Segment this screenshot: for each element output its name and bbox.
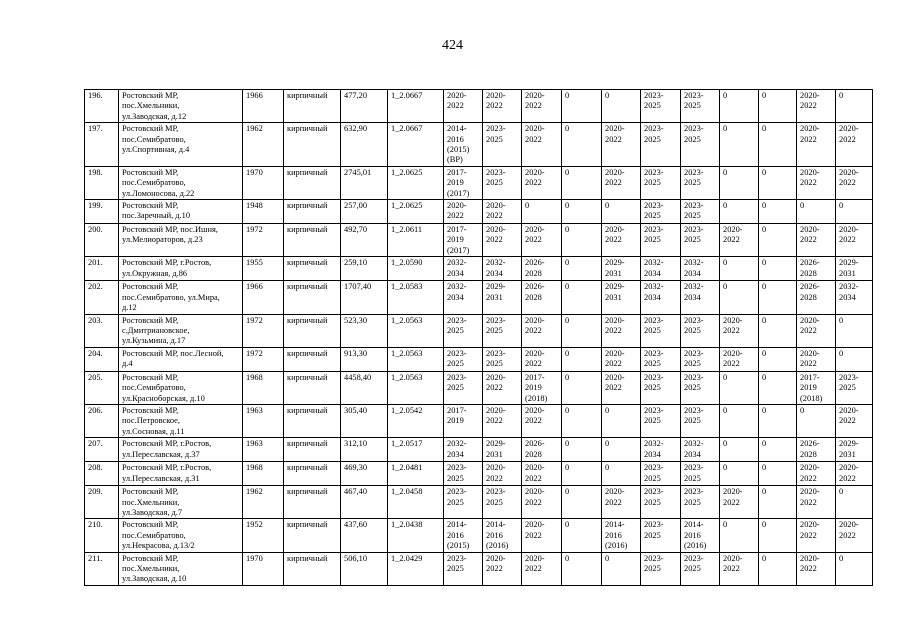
cell-rating-code: 1_2.0667 <box>388 123 444 167</box>
cell-period-2: 2020- 2022 <box>483 404 522 437</box>
cell-period-6: 2023- 2025 <box>641 123 681 167</box>
cell-period-7: 2023- 2025 <box>681 462 720 486</box>
cell-period-5: 2020- 2022 <box>602 314 641 347</box>
cell-period-8: 2020- 2022 <box>720 314 759 347</box>
cell-period-4: 0 <box>562 314 602 347</box>
cell-row-number: 206. <box>85 404 119 437</box>
cell-rating-code: 1_2.0590 <box>388 257 444 281</box>
cell-period-10: 2020- 2022 <box>797 314 836 347</box>
cell-wall-material: кирпичный <box>284 224 341 257</box>
cell-period-8: 0 <box>720 200 759 224</box>
cell-period-6: 2023- 2025 <box>641 552 681 585</box>
cell-period-4: 0 <box>562 552 602 585</box>
cell-period-3: 2020- 2022 <box>522 224 562 257</box>
cell-period-9: 0 <box>759 281 797 314</box>
cell-build-year: 1972 <box>243 347 284 371</box>
cell-row-number: 209. <box>85 486 119 519</box>
cell-period-5: 0 <box>602 90 641 123</box>
cell-area: 2745,01 <box>341 166 388 199</box>
cell-address: Ростовский МР, с.Дмитриановское, ул.Кузьмина, д.17 <box>119 314 243 347</box>
cell-row-number: 198. <box>85 166 119 199</box>
cell-period-2: 2023- 2025 <box>483 486 522 519</box>
cell-period-7: 2023- 2025 <box>681 200 720 224</box>
cell-period-5: 0 <box>602 438 641 462</box>
cell-period-5: 2029- 2031 <box>602 281 641 314</box>
cell-build-year: 1966 <box>243 281 284 314</box>
cell-period-11: 2029- 2031 <box>836 438 873 462</box>
cell-period-9: 0 <box>759 347 797 371</box>
cell-rating-code: 1_2.0563 <box>388 371 444 404</box>
cell-build-year: 1970 <box>243 166 284 199</box>
cell-period-4: 0 <box>562 257 602 281</box>
cell-period-4: 0 <box>562 90 602 123</box>
cell-address: Ростовский МР, пос.Хмельники, ул.Заводская, д.10 <box>119 552 243 585</box>
cell-rating-code: 1_2.0563 <box>388 347 444 371</box>
cell-period-7: 2023- 2025 <box>681 123 720 167</box>
cell-period-9: 0 <box>759 438 797 462</box>
cell-period-6: 2023- 2025 <box>641 200 681 224</box>
cell-row-number: 205. <box>85 371 119 404</box>
cell-period-2: 2023- 2025 <box>483 347 522 371</box>
cell-period-8: 0 <box>720 371 759 404</box>
cell-period-9: 0 <box>759 486 797 519</box>
cell-period-11: 0 <box>836 314 873 347</box>
cell-period-6: 2032- 2034 <box>641 281 681 314</box>
cell-period-5: 0 <box>602 404 641 437</box>
cell-period-9: 0 <box>759 166 797 199</box>
cell-address: Ростовский МР, пос.Семибратово, ул.Ломоносова, д.22 <box>119 166 243 199</box>
cell-period-10: 2020- 2022 <box>797 224 836 257</box>
cell-period-4: 0 <box>562 438 602 462</box>
cell-row-number: 199. <box>85 200 119 224</box>
cell-period-8: 0 <box>720 404 759 437</box>
cell-period-11: 0 <box>836 200 873 224</box>
cell-period-1: 2032- 2034 <box>444 257 483 281</box>
cell-rating-code: 1_2.0438 <box>388 519 444 552</box>
cell-wall-material: кирпичный <box>284 200 341 224</box>
cell-period-9: 0 <box>759 404 797 437</box>
cell-period-9: 0 <box>759 257 797 281</box>
cell-period-2: 2023- 2025 <box>483 123 522 167</box>
cell-period-9: 0 <box>759 519 797 552</box>
cell-period-2: 2023- 2025 <box>483 166 522 199</box>
cell-period-8: 0 <box>720 257 759 281</box>
cell-period-1: 2023- 2025 <box>444 552 483 585</box>
cell-period-1: 2017- 2019 (2017) <box>444 224 483 257</box>
cell-period-10: 2017- 2019 (2018) <box>797 371 836 404</box>
cell-period-3: 2020- 2022 <box>522 314 562 347</box>
cell-wall-material: кирпичный <box>284 281 341 314</box>
cell-area: 469,30 <box>341 462 388 486</box>
cell-period-1: 2020- 2022 <box>444 90 483 123</box>
cell-period-2: 2020- 2022 <box>483 462 522 486</box>
cell-period-9: 0 <box>759 90 797 123</box>
cell-address: Ростовский МР, пос.Семибратово, ул.Красноборская, д.10 <box>119 371 243 404</box>
cell-address: Ростовский МР, г.Ростов, ул.Окружная, д.86 <box>119 257 243 281</box>
cell-row-number: 200. <box>85 224 119 257</box>
cell-rating-code: 1_2.0611 <box>388 224 444 257</box>
cell-period-7: 2014- 2016 (2016) <box>681 519 720 552</box>
cell-wall-material: кирпичный <box>284 123 341 167</box>
cell-address: Ростовский МР, пос.Хмельники, ул.Заводская, д.7 <box>119 486 243 519</box>
cell-period-2: 2023- 2025 <box>483 314 522 347</box>
cell-period-10: 2020- 2022 <box>797 347 836 371</box>
cell-period-1: 2023- 2025 <box>444 462 483 486</box>
cell-row-number: 202. <box>85 281 119 314</box>
cell-period-7: 2023- 2025 <box>681 166 720 199</box>
cell-period-6: 2023- 2025 <box>641 404 681 437</box>
cell-period-7: 2032- 2034 <box>681 438 720 462</box>
cell-period-3: 2020- 2022 <box>522 347 562 371</box>
cell-area: 632,90 <box>341 123 388 167</box>
cell-row-number: 204. <box>85 347 119 371</box>
cell-period-1: 2020- 2022 <box>444 200 483 224</box>
cell-period-11: 0 <box>836 552 873 585</box>
cell-wall-material: кирпичный <box>284 314 341 347</box>
cell-period-6: 2023- 2025 <box>641 486 681 519</box>
table-row <box>85 90 873 123</box>
cell-area: 437,60 <box>341 519 388 552</box>
cell-period-5: 2020- 2022 <box>602 123 641 167</box>
cell-period-2: 2020- 2022 <box>483 200 522 224</box>
cell-period-9: 0 <box>759 123 797 167</box>
cell-build-year: 1963 <box>243 438 284 462</box>
cell-period-6: 2023- 2025 <box>641 314 681 347</box>
cell-rating-code: 1_2.0667 <box>388 90 444 123</box>
cell-period-2: 2020- 2022 <box>483 371 522 404</box>
cell-address: Ростовский МР, пос.Петровское, ул.Сосновая, д.11 <box>119 404 243 437</box>
cell-period-2: 2032- 2034 <box>483 257 522 281</box>
cell-rating-code: 1_2.0481 <box>388 462 444 486</box>
cell-period-7: 2023- 2025 <box>681 371 720 404</box>
cell-build-year: 1968 <box>243 371 284 404</box>
cell-period-5: 0 <box>602 200 641 224</box>
cell-period-3: 0 <box>522 200 562 224</box>
cell-area: 4458,40 <box>341 371 388 404</box>
cell-period-5: 0 <box>602 462 641 486</box>
cell-build-year: 1972 <box>243 314 284 347</box>
table-row <box>85 224 873 257</box>
table-row <box>85 257 873 281</box>
cell-wall-material: кирпичный <box>284 519 341 552</box>
cell-period-11: 0 <box>836 486 873 519</box>
cell-build-year: 1970 <box>243 552 284 585</box>
cell-build-year: 1962 <box>243 486 284 519</box>
cell-period-5: 2020- 2022 <box>602 166 641 199</box>
cell-period-10: 2020- 2022 <box>797 90 836 123</box>
cell-area: 312,10 <box>341 438 388 462</box>
cell-row-number: 196. <box>85 90 119 123</box>
cell-period-8: 2020- 2022 <box>720 552 759 585</box>
table-row <box>85 314 873 347</box>
cell-period-3: 2020- 2022 <box>522 123 562 167</box>
table-row <box>85 123 873 167</box>
cell-period-10: 2026- 2028 <box>797 281 836 314</box>
cell-period-10: 0 <box>797 200 836 224</box>
cell-period-9: 0 <box>759 552 797 585</box>
cell-period-3: 2020- 2022 <box>522 519 562 552</box>
cell-period-10: 2020- 2022 <box>797 123 836 167</box>
cell-period-4: 0 <box>562 347 602 371</box>
cell-period-10: 2020- 2022 <box>797 486 836 519</box>
cell-build-year: 1952 <box>243 519 284 552</box>
cell-period-4: 0 <box>562 123 602 167</box>
housing-repair-table <box>84 89 873 586</box>
cell-period-3: 2026- 2028 <box>522 281 562 314</box>
cell-rating-code: 1_2.0517 <box>388 438 444 462</box>
cell-period-1: 2023- 2025 <box>444 314 483 347</box>
cell-period-5: 2029- 2031 <box>602 257 641 281</box>
cell-period-1: 2014- 2016 (2015) <box>444 519 483 552</box>
cell-period-11: 2020- 2022 <box>836 224 873 257</box>
table-row <box>85 347 873 371</box>
cell-period-6: 2023- 2025 <box>641 224 681 257</box>
table-row <box>85 404 873 437</box>
cell-period-5: 2020- 2022 <box>602 224 641 257</box>
cell-address: Ростовский МР, пос.Хмельники, ул.Заводская, д.12 <box>119 90 243 123</box>
cell-rating-code: 1_2.0625 <box>388 200 444 224</box>
table-row <box>85 438 873 462</box>
cell-address: Ростовский МР, пос.Семибратово, ул.Спортивная, д.4 <box>119 123 243 167</box>
table-body <box>85 90 873 586</box>
cell-period-11: 2020- 2022 <box>836 519 873 552</box>
cell-wall-material: кирпичный <box>284 438 341 462</box>
cell-period-7: 2032- 2034 <box>681 281 720 314</box>
cell-period-6: 2023- 2025 <box>641 519 681 552</box>
cell-area: 259,10 <box>341 257 388 281</box>
cell-period-2: 2014- 2016 (2016) <box>483 519 522 552</box>
cell-period-2: 2020- 2022 <box>483 90 522 123</box>
cell-area: 523,30 <box>341 314 388 347</box>
cell-wall-material: кирпичный <box>284 486 341 519</box>
cell-period-9: 0 <box>759 224 797 257</box>
cell-period-2: 2029- 2031 <box>483 438 522 462</box>
cell-wall-material: кирпичный <box>284 404 341 437</box>
cell-row-number: 211. <box>85 552 119 585</box>
cell-period-11: 0 <box>836 347 873 371</box>
cell-period-8: 2020- 2022 <box>720 347 759 371</box>
cell-period-11: 2020- 2022 <box>836 123 873 167</box>
cell-rating-code: 1_2.0458 <box>388 486 444 519</box>
cell-period-10: 2020- 2022 <box>797 462 836 486</box>
cell-area: 506,10 <box>341 552 388 585</box>
cell-period-7: 2023- 2025 <box>681 224 720 257</box>
cell-period-6: 2023- 2025 <box>641 90 681 123</box>
cell-period-1: 2023- 2025 <box>444 371 483 404</box>
cell-period-4: 0 <box>562 371 602 404</box>
cell-address: Ростовский МР, пос.Заречный, д.10 <box>119 200 243 224</box>
cell-period-7: 2023- 2025 <box>681 90 720 123</box>
cell-period-4: 0 <box>562 462 602 486</box>
table-row <box>85 166 873 199</box>
table-row <box>85 281 873 314</box>
cell-wall-material: кирпичный <box>284 552 341 585</box>
cell-period-8: 0 <box>720 90 759 123</box>
cell-period-1: 2032- 2034 <box>444 281 483 314</box>
cell-row-number: 210. <box>85 519 119 552</box>
cell-period-3: 2020- 2022 <box>522 166 562 199</box>
cell-wall-material: кирпичный <box>284 371 341 404</box>
cell-wall-material: кирпичный <box>284 347 341 371</box>
cell-period-10: 2026- 2028 <box>797 438 836 462</box>
table-row <box>85 519 873 552</box>
cell-wall-material: кирпичный <box>284 90 341 123</box>
cell-period-3: 2020- 2022 <box>522 90 562 123</box>
cell-period-8: 0 <box>720 166 759 199</box>
cell-period-6: 2032- 2034 <box>641 438 681 462</box>
cell-period-5: 2020- 2022 <box>602 371 641 404</box>
cell-build-year: 1955 <box>243 257 284 281</box>
cell-period-7: 2032- 2034 <box>681 257 720 281</box>
cell-period-10: 2020- 2022 <box>797 552 836 585</box>
cell-period-8: 0 <box>720 123 759 167</box>
cell-period-1: 2023- 2025 <box>444 486 483 519</box>
cell-rating-code: 1_2.0542 <box>388 404 444 437</box>
cell-build-year: 1962 <box>243 123 284 167</box>
cell-rating-code: 1_2.0583 <box>388 281 444 314</box>
cell-period-7: 2023- 2025 <box>681 314 720 347</box>
cell-row-number: 197. <box>85 123 119 167</box>
cell-address: Ростовский МР, г.Ростов, ул.Переславская, д.31 <box>119 462 243 486</box>
cell-period-10: 2020- 2022 <box>797 519 836 552</box>
cell-period-3: 2017- 2019 (2018) <box>522 371 562 404</box>
cell-period-9: 0 <box>759 462 797 486</box>
cell-period-11: 0 <box>836 90 873 123</box>
cell-row-number: 203. <box>85 314 119 347</box>
cell-period-3: 2026- 2028 <box>522 257 562 281</box>
cell-period-7: 2023- 2025 <box>681 404 720 437</box>
cell-build-year: 1963 <box>243 404 284 437</box>
cell-period-4: 0 <box>562 224 602 257</box>
cell-period-11: 2023- 2025 <box>836 371 873 404</box>
cell-period-1: 2017- 2019 <box>444 404 483 437</box>
cell-rating-code: 1_2.0429 <box>388 552 444 585</box>
cell-period-8: 2020- 2022 <box>720 224 759 257</box>
cell-build-year: 1966 <box>243 90 284 123</box>
cell-period-3: 2020- 2022 <box>522 404 562 437</box>
cell-period-7: 2023- 2025 <box>681 486 720 519</box>
cell-rating-code: 1_2.0563 <box>388 314 444 347</box>
cell-address: Ростовский МР, г.Ростов, ул.Переславская, д.37 <box>119 438 243 462</box>
cell-area: 492,70 <box>341 224 388 257</box>
cell-period-10: 0 <box>797 404 836 437</box>
cell-period-1: 2014- 2016 (2015) (ВР) <box>444 123 483 167</box>
cell-period-8: 0 <box>720 519 759 552</box>
cell-row-number: 208. <box>85 462 119 486</box>
cell-period-8: 0 <box>720 462 759 486</box>
cell-area: 477,20 <box>341 90 388 123</box>
cell-period-5: 2020- 2022 <box>602 347 641 371</box>
cell-address: Ростовский МР, пос.Ишня, ул.Мелиораторов, д.23 <box>119 224 243 257</box>
cell-period-5: 2014- 2016 (2016) <box>602 519 641 552</box>
cell-period-4: 0 <box>562 519 602 552</box>
cell-period-3: 2020- 2022 <box>522 552 562 585</box>
cell-period-6: 2023- 2025 <box>641 166 681 199</box>
cell-period-11: 2020- 2022 <box>836 462 873 486</box>
cell-period-7: 2023- 2025 <box>681 347 720 371</box>
cell-period-9: 0 <box>759 314 797 347</box>
cell-period-2: 2020- 2022 <box>483 224 522 257</box>
cell-period-10: 2026- 2028 <box>797 257 836 281</box>
cell-period-4: 0 <box>562 281 602 314</box>
cell-period-1: 2032- 2034 <box>444 438 483 462</box>
cell-period-9: 0 <box>759 371 797 404</box>
cell-rating-code: 1_2.0625 <box>388 166 444 199</box>
cell-build-year: 1948 <box>243 200 284 224</box>
cell-period-3: 2020- 2022 <box>522 486 562 519</box>
cell-period-4: 0 <box>562 404 602 437</box>
cell-period-4: 0 <box>562 200 602 224</box>
cell-address: Ростовский МР, пос.Лесной, д.4 <box>119 347 243 371</box>
cell-period-11: 2020- 2022 <box>836 404 873 437</box>
cell-row-number: 201. <box>85 257 119 281</box>
cell-period-8: 0 <box>720 281 759 314</box>
cell-period-6: 2023- 2025 <box>641 347 681 371</box>
cell-area: 305,40 <box>341 404 388 437</box>
cell-period-2: 2020- 2022 <box>483 552 522 585</box>
cell-period-1: 2023- 2025 <box>444 347 483 371</box>
cell-period-11: 2032- 2034 <box>836 281 873 314</box>
cell-address: Ростовский МР, пос.Семибратово, ул.Мира, д.12 <box>119 281 243 314</box>
cell-period-11: 2029- 2031 <box>836 257 873 281</box>
cell-wall-material: кирпичный <box>284 257 341 281</box>
cell-period-5: 0 <box>602 552 641 585</box>
cell-address: Ростовский МР, пос.Семибратово, ул.Некрасова, д.13/2 <box>119 519 243 552</box>
cell-period-11: 2020- 2022 <box>836 166 873 199</box>
cell-period-3: 2026- 2028 <box>522 438 562 462</box>
cell-period-10: 2020- 2022 <box>797 166 836 199</box>
cell-area: 467,40 <box>341 486 388 519</box>
table-row <box>85 486 873 519</box>
cell-period-8: 2020- 2022 <box>720 486 759 519</box>
cell-wall-material: кирпичный <box>284 462 341 486</box>
cell-period-3: 2020- 2022 <box>522 462 562 486</box>
table-row <box>85 552 873 585</box>
cell-period-6: 2023- 2025 <box>641 371 681 404</box>
cell-area: 913,30 <box>341 347 388 371</box>
cell-period-6: 2032- 2034 <box>641 257 681 281</box>
cell-area: 257,00 <box>341 200 388 224</box>
cell-row-number: 207. <box>85 438 119 462</box>
cell-build-year: 1972 <box>243 224 284 257</box>
cell-period-2: 2029- 2031 <box>483 281 522 314</box>
cell-period-5: 2020- 2022 <box>602 486 641 519</box>
table-row <box>85 371 873 404</box>
cell-period-4: 0 <box>562 486 602 519</box>
page-number: 424 <box>442 38 463 53</box>
cell-period-6: 2023- 2025 <box>641 462 681 486</box>
cell-period-1: 2017- 2019 (2017) <box>444 166 483 199</box>
cell-area: 1707,40 <box>341 281 388 314</box>
table-row <box>85 462 873 486</box>
cell-period-8: 0 <box>720 438 759 462</box>
cell-wall-material: кирпичный <box>284 166 341 199</box>
cell-period-7: 2023- 2025 <box>681 552 720 585</box>
table-row <box>85 200 873 224</box>
cell-period-4: 0 <box>562 166 602 199</box>
cell-build-year: 1968 <box>243 462 284 486</box>
cell-period-9: 0 <box>759 200 797 224</box>
